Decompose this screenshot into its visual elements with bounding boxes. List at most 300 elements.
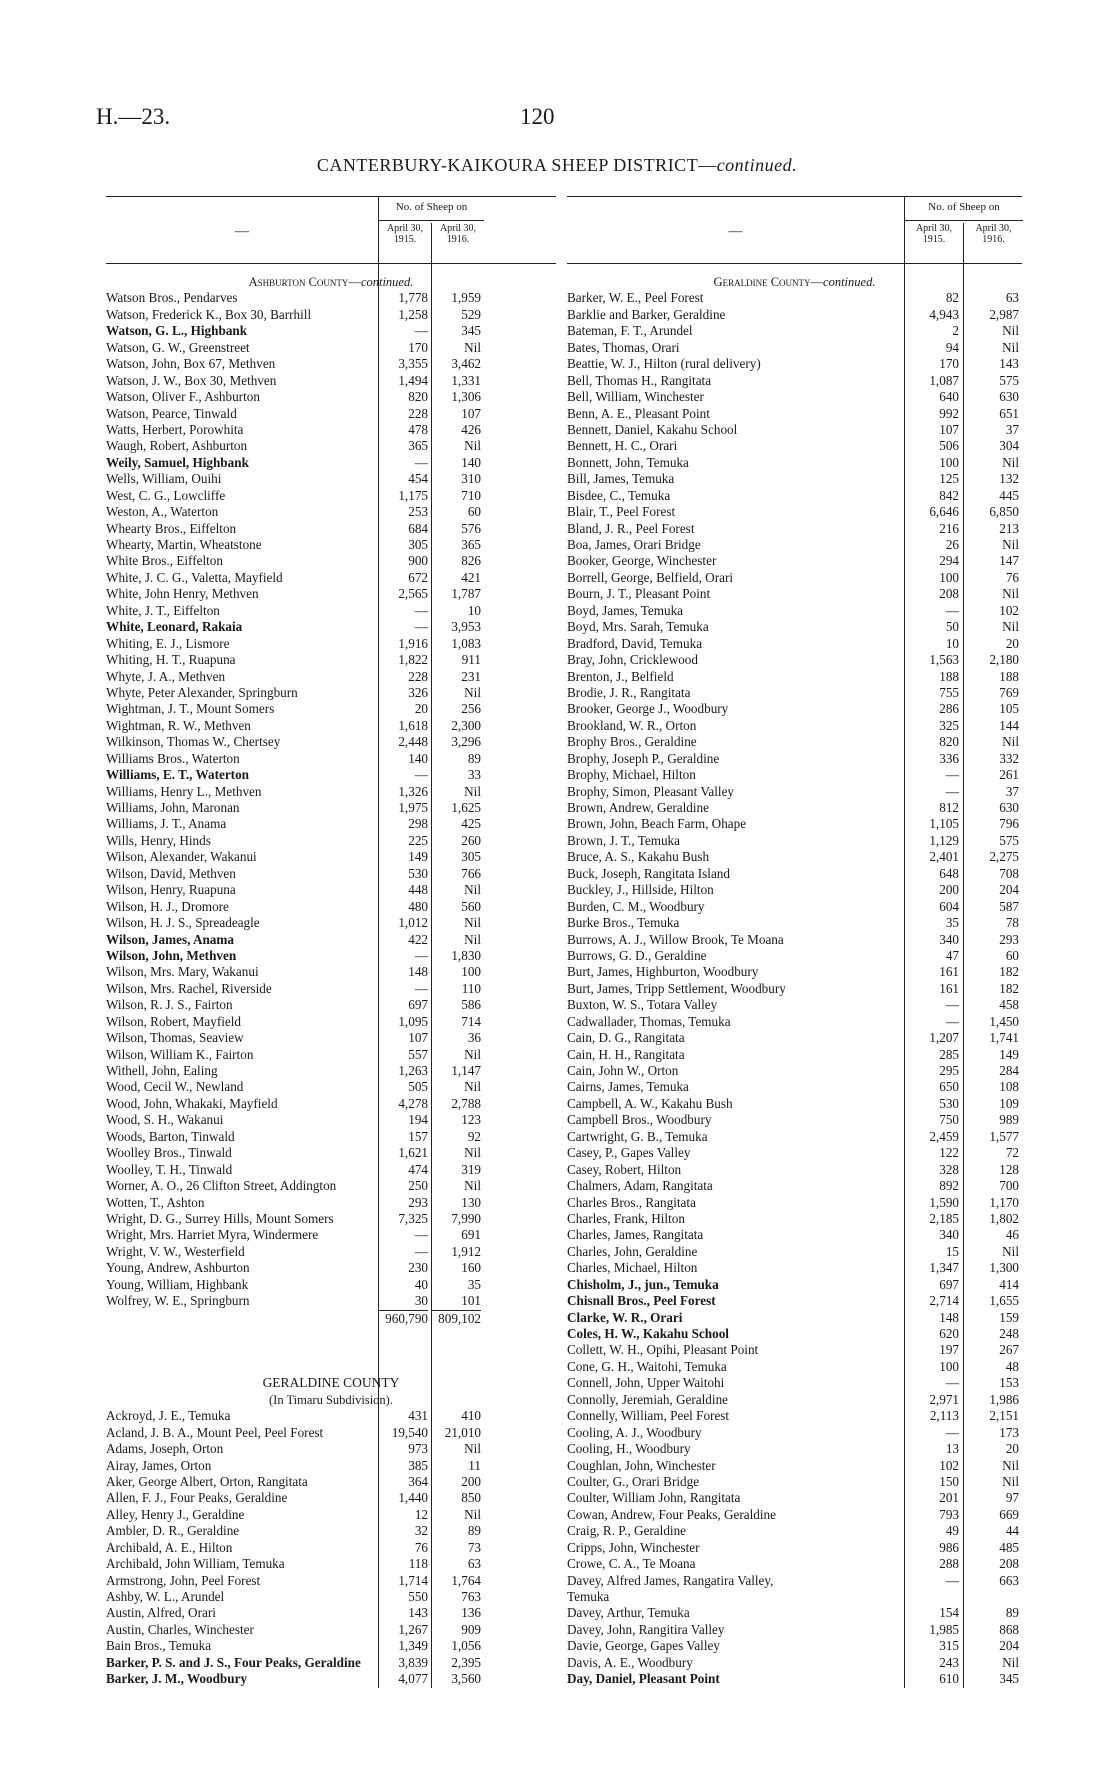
owner-name: Wilson, H. J., Dromore (106, 898, 229, 914)
sheep-1916: Nil (1002, 339, 1019, 355)
table-row (106, 389, 556, 405)
owner-name: Beattie, W. J., Hilton (rural delivery) (567, 356, 761, 372)
total-row (106, 1310, 556, 1326)
table-row (567, 356, 1022, 372)
table-row (567, 373, 1022, 389)
table-row (567, 1014, 1022, 1030)
sheep-1915: 295 (939, 1063, 959, 1078)
sheep-1916: 766 (461, 865, 481, 881)
owner-name: Wells, William, Ouihi (106, 471, 222, 487)
owner-name: Wood, John, Whakaki, Mayfield (106, 1095, 278, 1111)
sheep-1915: 1,012 (398, 915, 428, 931)
sheep-1915: 820 (408, 389, 428, 405)
table-header (106, 197, 556, 264)
sheep-1915: 315 (939, 1638, 959, 1654)
sheep-1915: 992 (939, 405, 959, 421)
sheep-1916: 2,395 (451, 1654, 481, 1670)
owner-name: Bill, James, Temuka (567, 471, 675, 487)
table-row (106, 422, 556, 438)
owner-name: Weston, A., Waterton (106, 504, 219, 520)
table-row (106, 438, 556, 454)
table-row (567, 882, 1022, 898)
sheep-1915: 3,355 (398, 356, 428, 372)
owner-name: Wilson, David, Methven (106, 865, 236, 881)
sheep-1915: 7,325 (398, 1210, 428, 1226)
owner-name: Adams, Joseph, Orton (106, 1441, 224, 1457)
sheep-1915: 604 (939, 898, 959, 914)
owner-name: Davey, Arthur, Temuka (567, 1605, 690, 1621)
sheep-1916: 3,462 (451, 356, 481, 372)
sheep-1916: Nil (1002, 323, 1019, 339)
sheep-1916: 710 (461, 487, 481, 503)
sheep-1916: 143 (999, 356, 1019, 372)
sheep-1915: 100 (939, 569, 959, 585)
table-row (106, 652, 556, 668)
table-row (106, 521, 556, 537)
table-row (567, 915, 1022, 931)
sheep-1915: 15 (945, 1243, 959, 1259)
owner-name: Boyd, Mrs. Sarah, Temuka (567, 619, 709, 635)
owner-name: Boa, James, Orari Bridge (567, 537, 701, 552)
owner-name: Whearty, Martin, Wheatstone (106, 537, 262, 552)
table-row (106, 1589, 556, 1605)
table-row (106, 340, 556, 356)
table-row (106, 1162, 556, 1178)
sheep-1915: 1,618 (398, 717, 428, 733)
owner-name: Casey, Robert, Hilton (567, 1161, 682, 1177)
sheep-1916: 708 (999, 865, 1019, 881)
owner-name: Brenton, J., Belfield (567, 668, 674, 684)
owner-name: Wright, Mrs. Harriet Myra, Windermere (106, 1227, 319, 1243)
owner-name: Cain, D. G., Rangitata (567, 1030, 685, 1046)
sheep-1915: 4,943 (929, 306, 959, 322)
table-row (106, 373, 556, 389)
owner-name: Barker, J. M., Woodbury (106, 1671, 248, 1687)
owner-name: Campbell, A. W., Kakahu Bush (567, 1095, 733, 1111)
owner-name: Wilson, Henry, Ruapuna (106, 882, 236, 898)
table-row (567, 1293, 1022, 1309)
sheep-1916: 586 (461, 997, 481, 1013)
sheep-1916: 576 (461, 520, 481, 536)
sheep-1916: 1,986 (989, 1391, 1019, 1407)
table-row (567, 1605, 1022, 1621)
sheep-1916: 529 (461, 306, 481, 322)
table-row (106, 1145, 556, 1161)
sheep-1916: Nil (464, 1178, 481, 1194)
sheep-1915: 2,113 (929, 1408, 959, 1424)
owner-name: Connolly, Jeremiah, Geraldine (567, 1391, 729, 1407)
sheep-1915: 1,975 (398, 800, 428, 815)
sheep-1916: 140 (461, 454, 481, 470)
owner-name: Wilson, William K., Fairton (106, 1046, 254, 1062)
owner-name: Campbell Bros., Woodbury (567, 1112, 712, 1128)
table-row (106, 701, 556, 717)
owner-name: Wightman, R. W., Methven (106, 717, 251, 733)
sheep-1916: 458 (999, 997, 1019, 1013)
table-row (567, 1195, 1022, 1211)
table-row (106, 1655, 556, 1671)
sheep-1916: 213 (999, 520, 1019, 536)
table-row (567, 669, 1022, 685)
sheep-1915: 148 (408, 964, 428, 980)
table-row (106, 1014, 556, 1030)
table-row (567, 734, 1022, 750)
owner-name: Barker, P. S. and J. S., Four Peaks, Geraldine (106, 1654, 361, 1670)
section-title: Ashburton County— (248, 275, 361, 289)
sheep-1916: 575 (999, 372, 1019, 388)
sheep-1915: 550 (408, 1589, 428, 1604)
owner-name: Whiting, H. T., Ruapuna (106, 652, 236, 668)
sheep-1916: 2,180 (989, 652, 1019, 668)
sheep-1915: 2,971 (929, 1391, 959, 1407)
table-row (106, 488, 556, 504)
table-row (567, 1622, 1022, 1638)
table-row (567, 751, 1022, 767)
sheep-1915: 1,440 (398, 1490, 428, 1506)
sheep-1915: 148 (939, 1309, 959, 1325)
table-row (106, 1079, 556, 1095)
table-row (106, 455, 556, 471)
sheep-1916: 73 (467, 1539, 481, 1555)
sheep-1915: 2,565 (398, 586, 428, 602)
owner-name: Connelly, William, Peel Forest (567, 1408, 730, 1424)
sheep-1915: 1,494 (398, 372, 428, 388)
table-row (567, 1425, 1022, 1441)
page-header (0, 104, 1114, 134)
table-row (106, 1030, 556, 1046)
owner-name: White, John Henry, Methven (106, 586, 259, 602)
sheep-1916: 256 (461, 701, 481, 717)
owner-name: Watson, J. W., Box 30, Methven (106, 372, 277, 388)
table-row (106, 636, 556, 652)
sheep-1916: 1,830 (451, 947, 481, 963)
owner-name: Wilson, Thomas, Seaview (106, 1030, 244, 1046)
owner-name: Watson, G. L., Highbank (106, 323, 248, 339)
sheep-1916: 21,010 (444, 1424, 481, 1440)
sheep-1915: 50 (945, 619, 959, 635)
sheep-1916: 700 (999, 1178, 1019, 1194)
sheep-1916: 92 (467, 1128, 481, 1144)
owner-name: Ashby, W. L., Arundel (106, 1589, 225, 1604)
sheep-1916: Nil (1002, 1457, 1019, 1473)
sheep-1915: — (414, 767, 428, 783)
owner-name: Worner, A. O., 26 Clifton Street, Addington (106, 1178, 337, 1194)
sheep-1915: 149 (408, 849, 428, 865)
table-row (567, 1556, 1022, 1572)
owner-name: Williams, E. T., Waterton (106, 767, 249, 783)
table-row (567, 521, 1022, 537)
sheep-1916: Nil (464, 1046, 481, 1062)
owner-name: Bonnett, John, Temuka (567, 454, 689, 470)
sheep-1915: — (414, 454, 428, 470)
sheep-1916: Nil (1002, 586, 1019, 602)
owner-name: Cairns, James, Temuka (567, 1079, 689, 1095)
table-row (106, 356, 556, 372)
table-row (567, 866, 1022, 882)
table-row (106, 751, 556, 767)
owner-name: White, J. T., Eiffelton (106, 602, 220, 618)
owner-name: Watts, Herbert, Porowhita (106, 421, 244, 437)
owner-name: Williams, John, Maronan (106, 800, 240, 815)
sheep-1915: 1,916 (398, 635, 428, 651)
sheep-1915: — (414, 619, 428, 635)
table-row (567, 488, 1022, 504)
table-row (106, 849, 556, 865)
sheep-1915: 650 (939, 1079, 959, 1095)
sheep-1915: 286 (939, 701, 959, 717)
table-row (106, 669, 556, 685)
owner-name: Woolley Bros., Tinwald (106, 1145, 232, 1161)
owner-name: Chalmers, Adam, Rangitata (567, 1178, 713, 1194)
table-row (567, 389, 1022, 405)
sheep-1915: 12 (414, 1506, 428, 1522)
owner-name: Archibald, A. E., Hilton (106, 1539, 233, 1555)
sheep-1916: 911 (461, 652, 481, 668)
owner-name: Brophy, Joseph P., Geraldine (567, 750, 720, 766)
sheep-1915: 973 (408, 1441, 428, 1457)
owner-name: Wood, Cecil W., Newland (106, 1079, 244, 1095)
table-row (106, 570, 556, 586)
table-row (567, 1310, 1022, 1326)
owner-name: Burt, James, Highburton, Woodbury (567, 964, 759, 980)
sheep-1915: 340 (939, 1227, 959, 1243)
table-row (106, 833, 556, 849)
sheep-1915: 505 (408, 1079, 428, 1095)
right-table (567, 196, 1022, 1688)
table-row (567, 570, 1022, 586)
sheep-1916: 102 (999, 602, 1019, 618)
table-row (567, 455, 1022, 471)
table-row (106, 948, 556, 964)
sheep-1916: Nil (464, 1145, 481, 1161)
table-row (567, 1277, 1022, 1293)
sheep-1916: 421 (461, 569, 481, 585)
owner-name: Airay, James, Orton (106, 1457, 212, 1473)
table-row (567, 1129, 1022, 1145)
left-rows-ashburton (106, 290, 556, 1309)
table-row (106, 1195, 556, 1211)
sheep-1916: 204 (999, 882, 1019, 898)
sheep-1916: 1,764 (451, 1572, 481, 1588)
owner-name: Barker, W. E., Peel Forest (567, 290, 704, 306)
table-row (567, 1063, 1022, 1079)
sheep-1916: 110 (461, 980, 481, 996)
owner-name: Boyd, James, Temuka (567, 602, 684, 618)
table-row (106, 964, 556, 980)
sheep-1915: 118 (408, 1556, 428, 1572)
table-row (567, 1671, 1022, 1687)
table-row (106, 537, 556, 553)
sheep-1916: 20 (1005, 635, 1019, 651)
sheep-1915: 230 (408, 1260, 428, 1276)
table-row (567, 323, 1022, 339)
table-row (106, 1129, 556, 1145)
sheep-1916: 1,741 (989, 1030, 1019, 1046)
sheep-1915: 250 (408, 1178, 428, 1194)
sheep-1915: 197 (939, 1342, 959, 1358)
table-row (567, 1178, 1022, 1194)
sheep-1915: 755 (939, 684, 959, 700)
sheep-1915: 610 (939, 1671, 959, 1687)
table-row (567, 1079, 1022, 1095)
sheep-1915: — (945, 767, 959, 783)
sheep-1916: 153 (999, 1375, 1019, 1391)
sheep-1916: 763 (461, 1589, 481, 1604)
sheep-1916: 60 (1005, 947, 1019, 963)
owner-name: Whyte, J. A., Methven (106, 668, 226, 684)
sheep-1916: 2,300 (451, 717, 481, 733)
sheep-1916: Nil (1002, 454, 1019, 470)
sheep-1916: Nil (1002, 734, 1019, 750)
table-row (106, 932, 556, 948)
owner-name: Alley, Henry J., Geraldine (106, 1506, 245, 1522)
owner-name: Withell, John, Ealing (106, 1063, 218, 1078)
sheep-1915: 49 (945, 1523, 959, 1539)
table-row (106, 619, 556, 635)
owner-name: Burke Bros., Temuka (567, 915, 680, 931)
total-1915: 960,790 (378, 1310, 428, 1327)
sheep-1916: 410 (461, 1408, 481, 1424)
sheep-1915: 161 (939, 964, 959, 980)
sheep-1916: 1,787 (451, 586, 481, 602)
owner-name: Aker, George Albert, Orton, Rangitata (106, 1473, 308, 1489)
sheep-1915: — (945, 1375, 959, 1391)
title-main: CANTERBURY-KAIKOURA SHEEP DISTRICT— (316, 155, 717, 175)
sheep-1916: 826 (461, 553, 481, 569)
sheep-1916: 630 (999, 389, 1019, 405)
sheep-1916: 305 (461, 849, 481, 865)
sheep-1916: 89 (467, 750, 481, 766)
sheep-1916: 109 (999, 1095, 1019, 1111)
sheep-1916: 48 (1005, 1358, 1019, 1374)
owner-name: Davie, George, Gapes Valley (567, 1638, 720, 1654)
sheep-1915: 684 (408, 520, 428, 536)
sheep-1916: 101 (461, 1293, 481, 1309)
sheep-1915: 3,839 (398, 1654, 428, 1670)
owner-name: Wolfrey, W. E., Springburn (106, 1293, 250, 1309)
table-row (567, 816, 1022, 832)
sheep-1916: 1,912 (451, 1243, 481, 1259)
table-row (567, 290, 1022, 306)
table-row (567, 1474, 1022, 1490)
owner-name: Bell, Thomas H., Rangitata (567, 372, 712, 388)
sheep-1916: 63 (467, 1556, 481, 1572)
table-row (106, 1244, 556, 1260)
owner-name: West, C. G., Lowcliffe (106, 487, 226, 503)
sheep-1915: 157 (408, 1128, 428, 1144)
table-row (567, 1162, 1022, 1178)
sheep-1915: 1,347 (929, 1260, 959, 1276)
owner-name: Waugh, Robert, Ashburton (106, 438, 248, 454)
table-row (567, 1342, 1022, 1358)
sheep-1916: 714 (461, 1013, 481, 1029)
owner-name: Bourn, J. T., Pleasant Point (567, 586, 711, 602)
sheep-1916: 2,788 (451, 1095, 481, 1111)
sheep-1916: 105 (999, 701, 1019, 717)
table-row (106, 603, 556, 619)
sheep-1915: — (414, 602, 428, 618)
owner-name: Cone, G. H., Waitohi, Temuka (567, 1358, 727, 1374)
sheep-1916: 182 (999, 964, 1019, 980)
table-row (567, 833, 1022, 849)
sheep-1915: 1,714 (398, 1572, 428, 1588)
sheep-1915: 143 (408, 1605, 428, 1621)
sheep-1916: 560 (461, 898, 481, 914)
sheep-1916: 691 (461, 1227, 481, 1243)
sheep-1916: 89 (467, 1523, 481, 1539)
sheep-1916: 485 (999, 1539, 1019, 1555)
owner-name: Williams, Henry L., Methven (106, 783, 262, 799)
owner-name: Bisdee, C., Temuka (567, 487, 671, 503)
owner-name: Coughlan, John, Winchester (567, 1457, 716, 1473)
owner-name: Wilson, Mrs. Mary, Wakanui (106, 964, 259, 980)
table-row (567, 537, 1022, 553)
sheep-1915: 2,714 (929, 1293, 959, 1309)
sheep-1916: 1,959 (451, 290, 481, 306)
section-subtitle: (In Timaru Subdivision). (269, 1392, 393, 1407)
sheep-1916: Nil (464, 1506, 481, 1522)
sheep-1915: 478 (408, 421, 428, 437)
sheep-1915: 1,985 (929, 1621, 959, 1637)
sheep-1915: 228 (408, 668, 428, 684)
owner-name: Buxton, W. S., Totara Valley (567, 997, 718, 1013)
sheep-1915: — (945, 783, 959, 799)
sheep-1916: 100 (461, 964, 481, 980)
table-row (106, 504, 556, 520)
page-number: 120 (520, 104, 555, 129)
sheep-1916: 7,990 (451, 1210, 481, 1226)
owner-name: Bennett, H. C., Orari (567, 438, 678, 454)
sheep-1915: 228 (408, 405, 428, 421)
sheep-1915: 1,621 (398, 1145, 428, 1161)
sheep-1916: Nil (464, 684, 481, 700)
sheep-1915: 336 (939, 750, 959, 766)
sheep-1916: 159 (999, 1309, 1019, 1325)
owner-name: Watson, G. W., Greenstreet (106, 339, 250, 355)
sheep-1915: 1,349 (398, 1638, 428, 1654)
sheep-1915: 6,646 (929, 504, 959, 520)
owner-name: Wood, S. H., Wakanui (106, 1112, 224, 1128)
sheep-1915: 201 (939, 1490, 959, 1506)
sheep-1916: 36 (467, 1030, 481, 1046)
table-row (567, 800, 1022, 816)
sheep-1915: 107 (939, 421, 959, 437)
header-group-title: No. of Sheep on (395, 201, 468, 213)
table-row (567, 1655, 1022, 1671)
sheep-1915: 107 (408, 1030, 428, 1046)
owner-name: Wilson, R. J. S., Fairton (106, 997, 233, 1013)
sheep-1916: 11 (468, 1457, 481, 1473)
header-dash: — (728, 224, 743, 239)
sheep-1916: Nil (1002, 1473, 1019, 1489)
table-row (567, 438, 1022, 454)
sheep-1916: 989 (999, 1112, 1019, 1128)
sheep-1915: — (414, 947, 428, 963)
owner-name: Ambler, D. R., Geraldine (106, 1523, 240, 1539)
owner-name: Whiting, E. J., Lismore (106, 635, 230, 651)
sheep-1916: 132 (999, 471, 1019, 487)
owner-name: Davey, Alfred James, Rangatira Valley, (567, 1572, 774, 1588)
sheep-1915: 288 (939, 1556, 959, 1572)
sheep-1915: 750 (939, 1112, 959, 1128)
table-row (567, 997, 1022, 1013)
table-row (106, 1112, 556, 1128)
sheep-1916: Nil (464, 783, 481, 799)
sheep-1915: — (945, 1013, 959, 1029)
sheep-1916: 107 (461, 405, 481, 421)
sheep-1916: Nil (1002, 537, 1019, 552)
section-heading (106, 1375, 556, 1391)
